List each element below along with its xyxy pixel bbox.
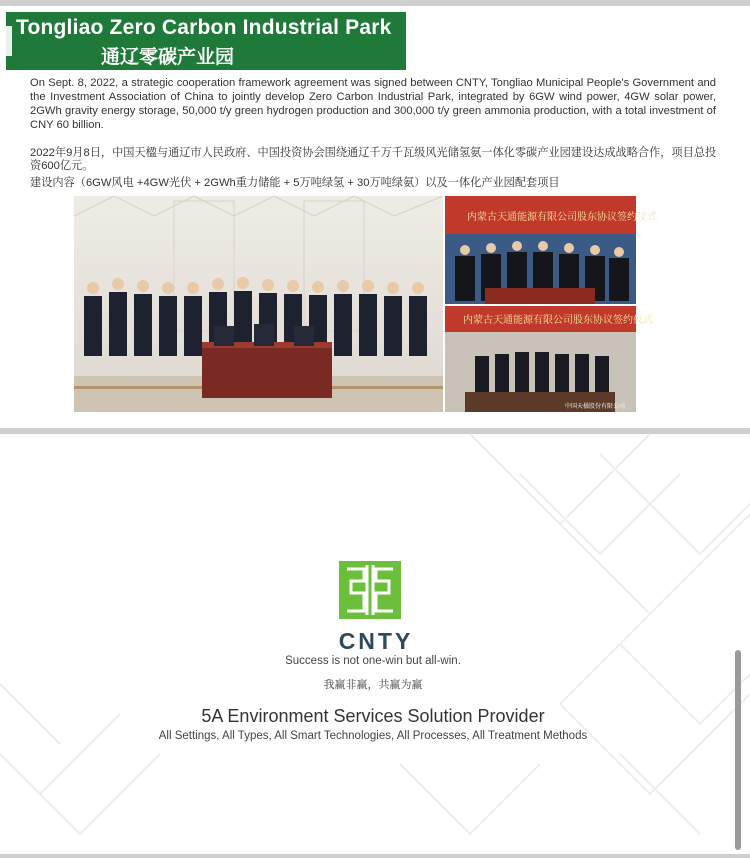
slogan-cn: 我赢非赢，共赢为赢 (323, 679, 423, 691)
photo-watermark: 中国天楹股份有限公司 (565, 403, 626, 410)
signing-photo-bottom-right (445, 306, 653, 412)
title-banner (6, 12, 406, 70)
slogan-en: Success is not one-win but all-win. (285, 655, 461, 667)
bottom-divider (0, 854, 750, 858)
paragraph-en: On Sept. 8, 2022, a strategic cooperation framework agreement was signed between CNTY, Tongliao Municipal People's Government and the Investment Association of China to jointly develop Zero Carbon Industrial Park, integrated by 6GW wind power, 4GW solar power, 2GWh gravity energy storage, 50,000 t/y green hydrogen production and 300,000 t/y green ammonia production, with a total investment of CNY 60 billion. (30, 77, 716, 131)
slide-tongliao (0, 6, 750, 428)
subline: All Settings, All Types, All Smart Technologies, All Processes, All Treatment Methods (158, 730, 588, 742)
slide-closing (0, 434, 750, 854)
signing-photo-top-right (445, 196, 657, 304)
headline: 5A Environment Services Solution Provider (201, 706, 545, 726)
slide-title-cn: 通辽零碳产业园 (101, 47, 235, 68)
cnty-logo-text: CNTY (338, 628, 414, 654)
vertical-scrollbar[interactable] (735, 650, 741, 850)
slide-title-en: Tongliao Zero Carbon Industrial Park (16, 16, 392, 39)
title-accent (6, 26, 12, 56)
photo-banner-1: 内蒙古天通能源有限公司股东协议签约仪式 (467, 212, 657, 223)
cnty-logo-icon (339, 561, 401, 619)
photo-banner-2: 内蒙古天通能源有限公司股东协议签约仪式 (463, 315, 653, 326)
paragraph-cn-scope: 建设内容（6GW风电 +4GW光伏 + 2GWh重力储能 + 5万吨绿氢 + 30万吨绿氨）以及一体化产业园配套项目 (30, 177, 560, 189)
paragraph-cn: 2022年9月8日，中国天楹与通辽市人民政府、中国投资协会围绕通辽千万千瓦级风光储氢氨一体化零碳产业园建设达成战略合作，项目总投资600亿元。 (30, 147, 717, 172)
signing-ceremony-photo (74, 196, 443, 412)
